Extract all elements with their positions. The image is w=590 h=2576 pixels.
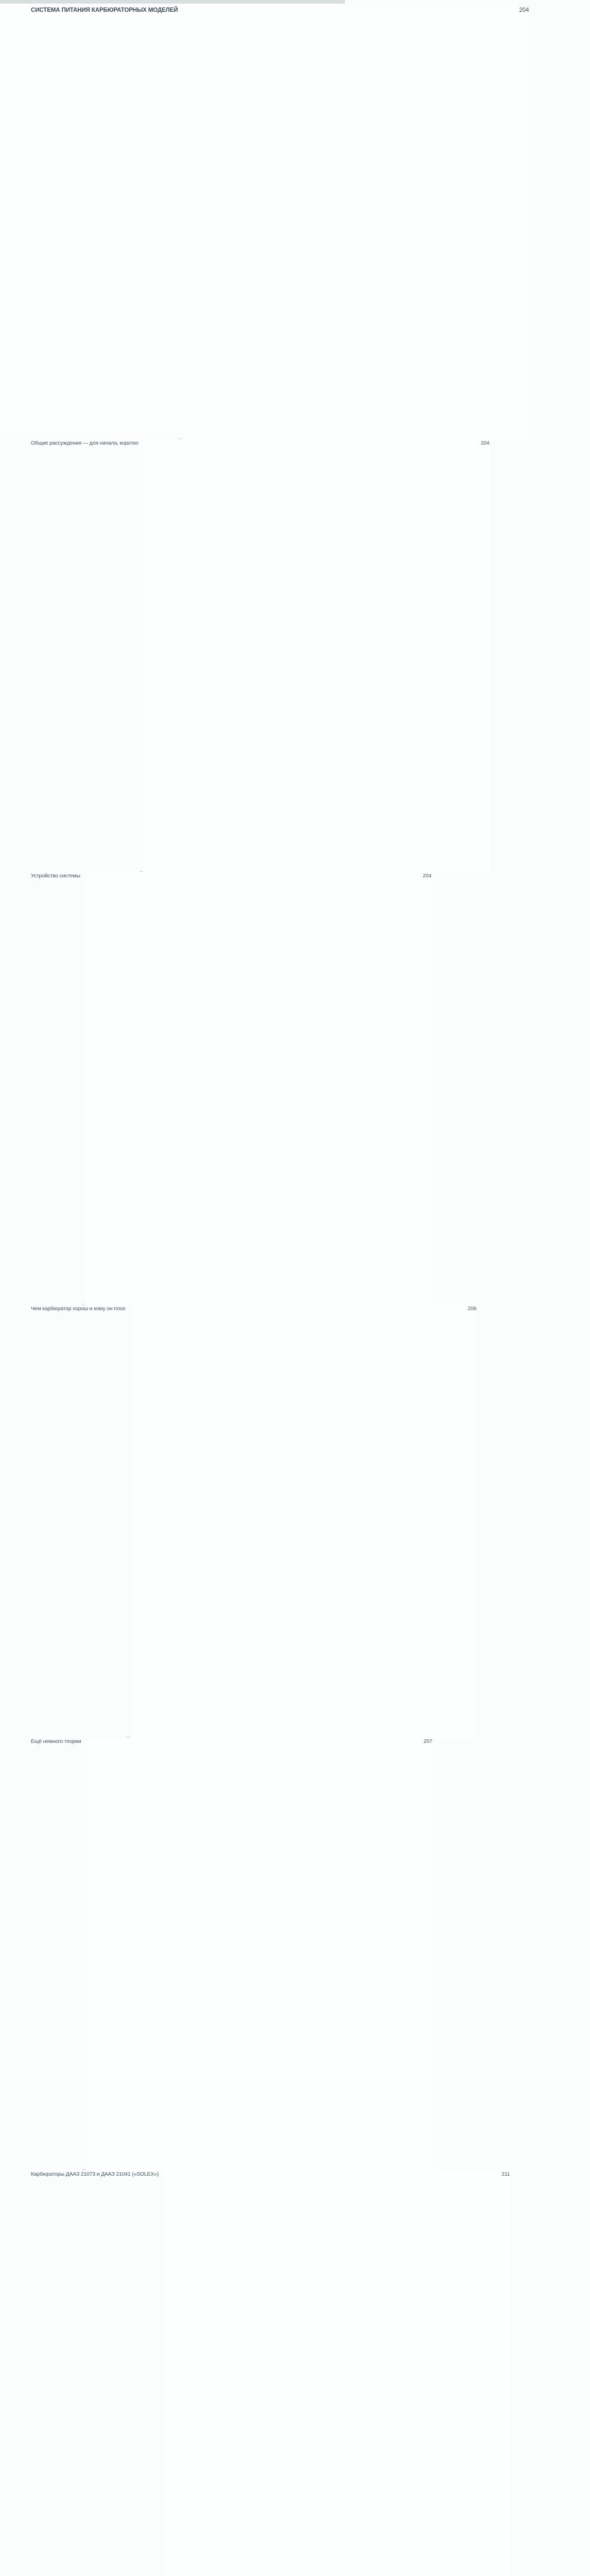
dot-leader bbox=[140, 871, 143, 872]
page-number: 206 bbox=[131, 1306, 476, 1738]
page-number: 204 bbox=[184, 7, 529, 440]
page-number: 204 bbox=[145, 440, 490, 873]
toc-entry-title: Общие рассуждения — для начала, коротко bbox=[31, 440, 138, 446]
toc-row[interactable] bbox=[31, 440, 490, 873]
toc-row[interactable] bbox=[31, 7, 529, 440]
table-of-contents bbox=[0, 4, 529, 2576]
toc-row[interactable] bbox=[31, 873, 431, 1306]
toc-entry-title: Чем карбюратор хорош и кому он плох bbox=[31, 1306, 126, 1312]
page-number: 204 bbox=[86, 873, 431, 1306]
page-number: 207 bbox=[88, 1738, 432, 2171]
toc-row[interactable] bbox=[31, 1738, 432, 2171]
toc-row[interactable] bbox=[31, 1306, 477, 1738]
toc-entry-title: СИСТЕМА ПИТАНИЯ КАРБЮРАТОРНЫХ МОДЕЛЕЙ bbox=[31, 7, 178, 13]
dot-leader bbox=[179, 438, 182, 439]
page-number: 211 bbox=[165, 2171, 510, 2576]
toc-entry-title: Карбюраторы ДААЗ 21073 и ДААЗ 21041 («SOLEX») bbox=[31, 2171, 159, 2177]
page-top-band bbox=[0, 0, 345, 4]
toc-entry-title: Устройство системы bbox=[31, 873, 80, 879]
toc-entry-title: Ещё немного теории bbox=[31, 1738, 81, 1744]
toc-row[interactable] bbox=[31, 2171, 510, 2576]
